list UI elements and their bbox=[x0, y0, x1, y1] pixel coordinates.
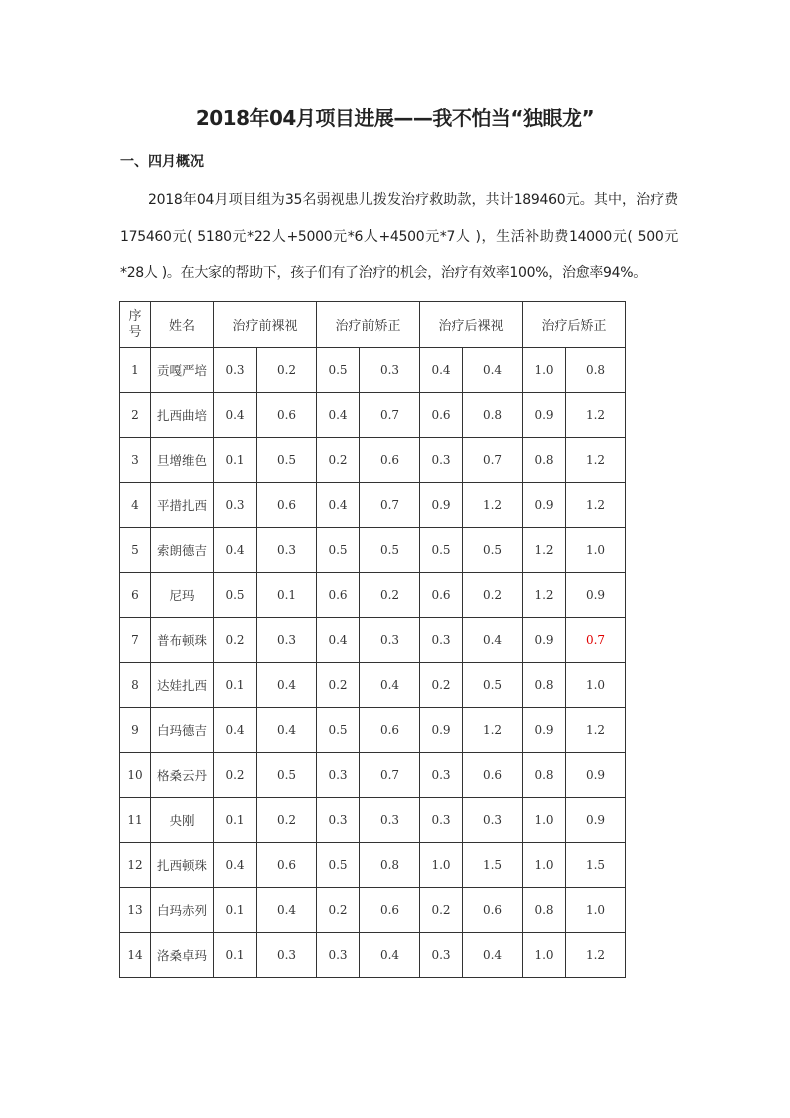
row-name: 洛桑卓玛 bbox=[151, 933, 214, 978]
header-group: 治疗后矫正 bbox=[523, 302, 626, 348]
row-value: 0.9 bbox=[523, 483, 566, 528]
row-value: 1.2 bbox=[566, 708, 626, 753]
row-value: 0.8 bbox=[523, 438, 566, 483]
row-value: 0.4 bbox=[214, 528, 257, 573]
row-value: 0.4 bbox=[214, 843, 257, 888]
row-value: 0.4 bbox=[214, 708, 257, 753]
table-row bbox=[120, 528, 626, 573]
row-value: 0.6 bbox=[257, 483, 317, 528]
row-value: 0.1 bbox=[257, 573, 317, 618]
row-value: 0.6 bbox=[360, 438, 420, 483]
row-value: 1.2 bbox=[463, 708, 523, 753]
row-value: 0.4 bbox=[214, 393, 257, 438]
row-name: 普布顿珠 bbox=[151, 618, 214, 663]
table-row bbox=[120, 843, 626, 888]
row-value: 0.8 bbox=[523, 753, 566, 798]
row-value: 0.6 bbox=[420, 393, 463, 438]
table-row bbox=[120, 573, 626, 618]
table-header-row bbox=[120, 302, 626, 348]
row-value: 0.4 bbox=[257, 888, 317, 933]
row-value: 0.6 bbox=[463, 753, 523, 798]
row-value: 0.3 bbox=[257, 933, 317, 978]
row-value: 1.5 bbox=[463, 843, 523, 888]
row-value: 0.8 bbox=[566, 348, 626, 393]
row-value: 0.6 bbox=[317, 573, 360, 618]
row-value: 0.5 bbox=[257, 438, 317, 483]
row-value: 0.3 bbox=[257, 528, 317, 573]
row-value: 0.2 bbox=[420, 888, 463, 933]
header-group: 治疗前裸视 bbox=[214, 302, 317, 348]
row-value: 0.6 bbox=[257, 843, 317, 888]
row-name: 扎西顿珠 bbox=[151, 843, 214, 888]
row-name: 白玛德吉 bbox=[151, 708, 214, 753]
row-value: 0.5 bbox=[463, 528, 523, 573]
row-value: 0.2 bbox=[317, 438, 360, 483]
row-value: 0.8 bbox=[523, 663, 566, 708]
row-seq: 13 bbox=[120, 888, 151, 933]
row-value: 0.3 bbox=[317, 753, 360, 798]
table-row bbox=[120, 348, 626, 393]
row-value: 1.2 bbox=[566, 393, 626, 438]
row-value: 1.0 bbox=[566, 663, 626, 708]
row-value: 0.9 bbox=[566, 753, 626, 798]
row-value: 0.9 bbox=[523, 618, 566, 663]
header-group: 治疗后裸视 bbox=[420, 302, 523, 348]
row-value: 0.3 bbox=[214, 348, 257, 393]
row-name: 尼玛 bbox=[151, 573, 214, 618]
row-value: 1.2 bbox=[523, 573, 566, 618]
row-value: 0.7 bbox=[360, 753, 420, 798]
row-value: 0.3 bbox=[420, 798, 463, 843]
vision-results-table bbox=[119, 301, 626, 978]
table-row bbox=[120, 933, 626, 978]
header-seq: 序 号 bbox=[120, 302, 151, 348]
row-value: 0.5 bbox=[214, 573, 257, 618]
row-value: 0.2 bbox=[420, 663, 463, 708]
row-value: 0.9 bbox=[523, 393, 566, 438]
row-value: 1.2 bbox=[566, 483, 626, 528]
row-value: 1.5 bbox=[566, 843, 626, 888]
row-seq: 11 bbox=[120, 798, 151, 843]
row-value: 0.9 bbox=[523, 708, 566, 753]
row-value: 1.0 bbox=[523, 348, 566, 393]
row-name: 平措扎西 bbox=[151, 483, 214, 528]
row-value: 0.3 bbox=[257, 618, 317, 663]
row-value: 0.5 bbox=[317, 348, 360, 393]
row-name: 白玛赤列 bbox=[151, 888, 214, 933]
row-value: 0.9 bbox=[566, 573, 626, 618]
row-value: 1.0 bbox=[566, 528, 626, 573]
table-row bbox=[120, 483, 626, 528]
row-value: 1.0 bbox=[523, 843, 566, 888]
row-value: 0.4 bbox=[257, 663, 317, 708]
row-value: 0.2 bbox=[463, 573, 523, 618]
row-value: 0.4 bbox=[257, 708, 317, 753]
row-value: 0.5 bbox=[317, 708, 360, 753]
row-value: 0.6 bbox=[360, 708, 420, 753]
row-value: 0.4 bbox=[463, 618, 523, 663]
row-name: 贡嘎严培 bbox=[151, 348, 214, 393]
row-value: 0.4 bbox=[463, 933, 523, 978]
row-value: 0.2 bbox=[317, 663, 360, 708]
summary-paragraph: 2018年04月项目组为35名弱视患儿拨发治疗救助款，共计189460元。其中，治疗费175460元( 5180元*22人+5000元*6人+4500元*7人 )，生活补助费14000元( 500元*28人 )。在大家的帮助下，孩子们有了治疗的机会，治疗有效率100%，治愈率94%。 bbox=[120, 192, 678, 281]
row-seq: 1 bbox=[120, 348, 151, 393]
row-value: 0.7 bbox=[566, 618, 626, 663]
row-value: 1.0 bbox=[523, 933, 566, 978]
row-value: 0.1 bbox=[214, 798, 257, 843]
row-value: 0.1 bbox=[214, 663, 257, 708]
document-title: 2018年04月项目进展——我不怕当“独眼龙” bbox=[195, 106, 595, 130]
row-value: 1.2 bbox=[566, 933, 626, 978]
table-row bbox=[120, 798, 626, 843]
row-value: 0.9 bbox=[420, 708, 463, 753]
row-value: 0.3 bbox=[420, 753, 463, 798]
table-row bbox=[120, 438, 626, 483]
row-seq: 9 bbox=[120, 708, 151, 753]
header-name: 姓名 bbox=[151, 302, 214, 348]
row-seq: 7 bbox=[120, 618, 151, 663]
row-value: 0.4 bbox=[317, 483, 360, 528]
row-value: 0.8 bbox=[463, 393, 523, 438]
row-seq: 3 bbox=[120, 438, 151, 483]
row-seq: 6 bbox=[120, 573, 151, 618]
row-value: 0.4 bbox=[463, 348, 523, 393]
section-heading: 一、四月概况 bbox=[120, 154, 204, 170]
table-row bbox=[120, 888, 626, 933]
row-value: 0.2 bbox=[317, 888, 360, 933]
row-value: 0.2 bbox=[214, 618, 257, 663]
row-value: 0.1 bbox=[214, 933, 257, 978]
row-value: 0.5 bbox=[257, 753, 317, 798]
row-name: 索朗德吉 bbox=[151, 528, 214, 573]
row-value: 0.5 bbox=[317, 528, 360, 573]
row-value: 0.1 bbox=[214, 438, 257, 483]
row-value: 0.9 bbox=[420, 483, 463, 528]
row-name: 格桑云丹 bbox=[151, 753, 214, 798]
table-row bbox=[120, 393, 626, 438]
row-value: 0.4 bbox=[360, 933, 420, 978]
table-row bbox=[120, 708, 626, 753]
row-value: 0.3 bbox=[317, 933, 360, 978]
row-value: 0.9 bbox=[566, 798, 626, 843]
row-value: 0.7 bbox=[360, 483, 420, 528]
row-value: 0.3 bbox=[360, 798, 420, 843]
row-value: 0.3 bbox=[317, 798, 360, 843]
row-value: 0.2 bbox=[214, 753, 257, 798]
row-value: 0.5 bbox=[317, 843, 360, 888]
row-value: 0.4 bbox=[420, 348, 463, 393]
row-value: 0.4 bbox=[360, 663, 420, 708]
row-name: 旦增维色 bbox=[151, 438, 214, 483]
row-value: 1.0 bbox=[523, 798, 566, 843]
row-value: 0.2 bbox=[257, 348, 317, 393]
row-value: 0.1 bbox=[214, 888, 257, 933]
row-seq: 14 bbox=[120, 933, 151, 978]
row-value: 0.3 bbox=[463, 798, 523, 843]
row-value: 0.5 bbox=[463, 663, 523, 708]
row-seq: 4 bbox=[120, 483, 151, 528]
row-value: 0.6 bbox=[420, 573, 463, 618]
row-value: 0.3 bbox=[420, 933, 463, 978]
header-group: 治疗前矫正 bbox=[317, 302, 420, 348]
row-value: 0.3 bbox=[420, 618, 463, 663]
row-seq: 2 bbox=[120, 393, 151, 438]
row-value: 0.3 bbox=[214, 483, 257, 528]
row-value: 0.6 bbox=[360, 888, 420, 933]
row-value: 0.5 bbox=[420, 528, 463, 573]
row-value: 1.2 bbox=[463, 483, 523, 528]
row-seq: 5 bbox=[120, 528, 151, 573]
row-value: 1.0 bbox=[420, 843, 463, 888]
row-name: 达娃扎西 bbox=[151, 663, 214, 708]
row-name: 扎西曲培 bbox=[151, 393, 214, 438]
table-row bbox=[120, 618, 626, 663]
row-value: 0.2 bbox=[360, 573, 420, 618]
row-seq: 8 bbox=[120, 663, 151, 708]
table-row bbox=[120, 663, 626, 708]
row-value: 0.3 bbox=[360, 348, 420, 393]
row-value: 0.6 bbox=[257, 393, 317, 438]
row-seq: 10 bbox=[120, 753, 151, 798]
row-value: 0.3 bbox=[360, 618, 420, 663]
row-value: 0.8 bbox=[360, 843, 420, 888]
row-value: 0.3 bbox=[420, 438, 463, 483]
table-row bbox=[120, 753, 626, 798]
row-value: 1.2 bbox=[566, 438, 626, 483]
row-value: 0.2 bbox=[257, 798, 317, 843]
row-value: 0.8 bbox=[523, 888, 566, 933]
row-value: 0.6 bbox=[463, 888, 523, 933]
row-value: 0.4 bbox=[317, 393, 360, 438]
row-value: 0.4 bbox=[317, 618, 360, 663]
row-value: 0.7 bbox=[463, 438, 523, 483]
row-seq: 12 bbox=[120, 843, 151, 888]
row-name: 央刚 bbox=[151, 798, 214, 843]
row-value: 1.0 bbox=[566, 888, 626, 933]
row-value: 0.5 bbox=[360, 528, 420, 573]
row-value: 0.7 bbox=[360, 393, 420, 438]
row-value: 1.2 bbox=[523, 528, 566, 573]
